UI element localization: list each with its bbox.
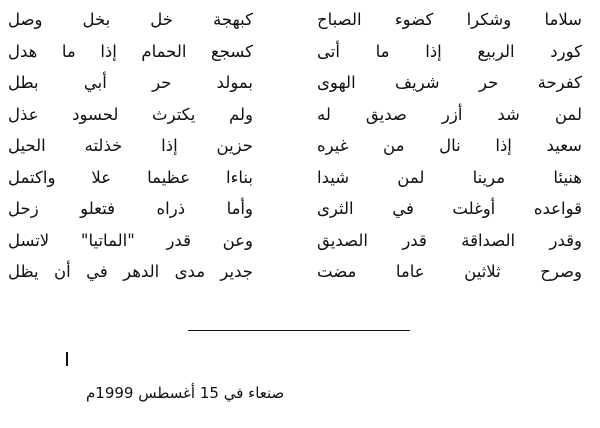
verse-left-9: جدير مدى الدهر في أن يظل — [8, 262, 253, 281]
verse-left-4: ولم يكترث لحسود عذل — [8, 104, 253, 124]
verse-right-9: وصرح ثلاثين عاما مضت — [317, 262, 582, 281]
verse-left-5: حزين إذا خذلته الحيل — [8, 136, 253, 155]
verse-left-6: بناءا عظيما علا واكتمل — [8, 167, 253, 187]
verse-right-5: سعيد إذا نال من غيره — [317, 136, 582, 155]
verse-right-2: كورد الربيع إذا ما أتى — [317, 41, 582, 61]
poem-right-column — [317, 4, 582, 288]
verse-right-7: قواعده أوغلت في الثرى — [317, 199, 582, 218]
verse-right-6: هنيئا مرينا لمن شيدا — [317, 167, 582, 187]
poem-left-column — [8, 4, 253, 288]
verse-right-4: لمن شد أزر صديق له — [317, 104, 582, 124]
horizontal-divider — [188, 330, 410, 331]
verse-left-7: وأما ذراه فتعلو زحل — [8, 199, 253, 218]
verse-left-8: وعن قدر "الماتيا" لاتسل — [8, 230, 253, 250]
verse-right-3: كفرحة حر شريف الهوى — [317, 73, 582, 92]
verse-right-8: وقدر الصداقة قدر الصديق — [317, 230, 582, 250]
ink-mark — [66, 352, 68, 366]
verse-left-1: كبهجة خل بخل وصل — [8, 10, 253, 29]
verse-right-1: سلاما وشكرا كضوء الصباح — [317, 10, 582, 29]
verse-left-3: بمولد حر أبي بطل — [8, 73, 253, 92]
place-date-line: صنعاء في 15 أغسطس 1999م — [86, 384, 285, 402]
verse-left-2: كسجع الحمام إذا ما هدل — [8, 41, 253, 61]
